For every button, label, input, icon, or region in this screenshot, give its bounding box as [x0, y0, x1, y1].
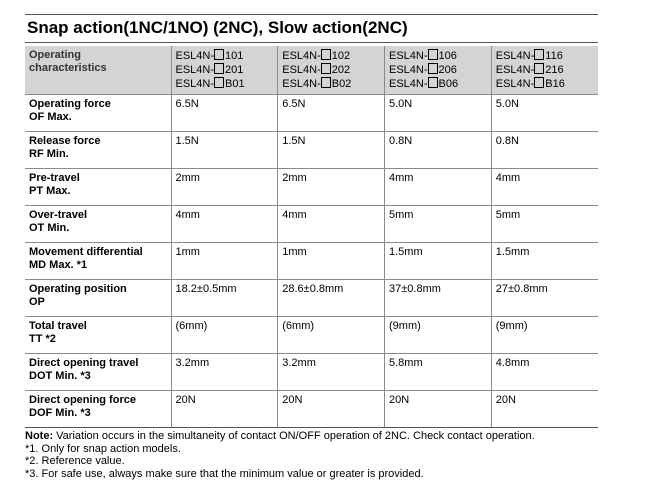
note-line	[25, 430, 598, 443]
section-title: Snap action(1NC/1NO) (2NC), Slow action(2NC)	[25, 14, 598, 43]
table-cell: 20N	[491, 391, 598, 428]
placeholder-box-icon	[214, 49, 224, 60]
table-row	[25, 95, 598, 132]
model-prefix: ESL4N-	[495, 50, 535, 62]
footnotes	[25, 430, 598, 480]
table-cell: (6mm)	[278, 317, 385, 354]
table-cell: 1.5mm	[385, 243, 492, 280]
placeholder-box-icon	[428, 49, 438, 60]
table-cell: 6.5N	[171, 95, 278, 132]
model-suffix: B02	[331, 78, 352, 90]
table-cell: 3.2mm	[278, 354, 385, 391]
model-prefix: ESL4N-	[282, 78, 321, 90]
table-cell: (9mm)	[491, 317, 598, 354]
table-cell: 2mm	[171, 169, 278, 206]
model-suffix: B16	[545, 78, 565, 90]
model-prefix: ESL4N-	[495, 78, 535, 90]
table-cell: 20N	[171, 391, 278, 428]
placeholder-box-icon	[534, 63, 544, 74]
table-cell: (6mm)	[171, 317, 278, 354]
row-label: Operating force OF Max.	[25, 95, 171, 132]
note-text: Variation occurs in the simultaneity of contact ON/OFF operation of 2NC. Check contact operation.	[53, 430, 535, 442]
model-header-cell	[278, 46, 385, 95]
model-suffix: 206	[438, 64, 457, 76]
model-prefix: ESL4N-	[175, 50, 215, 62]
model-prefix: ESL4N-	[282, 50, 321, 62]
model-prefix: ESL4N-	[389, 50, 428, 62]
model-header-cell	[171, 46, 278, 95]
placeholder-box-icon	[214, 63, 224, 74]
table-row	[25, 243, 598, 280]
header-label-line: characteristics	[29, 62, 107, 74]
table-cell: 4mm	[171, 206, 278, 243]
row-label: Direct opening force DOF Min. *3	[25, 391, 171, 428]
row-label: Total travel TT *2	[25, 317, 171, 354]
placeholder-box-icon	[321, 63, 331, 74]
footnote-2: *2. Reference value.	[25, 455, 125, 467]
model-header-cell	[491, 46, 598, 95]
row-label: Operating position OP	[25, 280, 171, 317]
table-row	[25, 280, 598, 317]
table-cell: 5mm	[385, 206, 492, 243]
table-cell: 6.5N	[278, 95, 385, 132]
placeholder-box-icon	[214, 77, 224, 88]
table-cell: 0.8N	[385, 132, 492, 169]
model-suffix: B06	[438, 78, 459, 90]
placeholder-box-icon	[428, 77, 438, 88]
placeholder-box-icon	[321, 49, 331, 60]
table-cell: 4.8mm	[491, 354, 598, 391]
model-prefix: ESL4N-	[389, 64, 428, 76]
spec-section	[25, 14, 598, 480]
model-prefix: ESL4N-	[175, 64, 215, 76]
model-suffix: 102	[331, 50, 351, 62]
footnote-3: *3. For safe use, always make sure that the minimum value or greater is provided.	[25, 467, 424, 480]
table-header-row	[25, 46, 598, 95]
table-row	[25, 317, 598, 354]
model-suffix: 201	[225, 64, 244, 76]
placeholder-box-icon	[534, 77, 544, 88]
model-suffix: 216	[545, 64, 564, 76]
table-row	[25, 354, 598, 391]
table-row	[25, 169, 598, 206]
note-label: Note:	[25, 430, 54, 442]
table-cell: 1mm	[171, 243, 278, 280]
row-label: Over-travel OT Min.	[25, 206, 171, 243]
placeholder-box-icon	[428, 63, 438, 74]
table-cell: 1.5mm	[491, 243, 598, 280]
table-cell: (9mm)	[385, 317, 492, 354]
table-cell: 5mm	[491, 206, 598, 243]
table-cell: 1.5N	[278, 132, 385, 169]
model-suffix: B01	[225, 78, 245, 90]
row-label: Movement differential MD Max. *1	[25, 243, 171, 280]
table-cell: 5.8mm	[385, 354, 492, 391]
model-suffix: 101	[225, 50, 244, 62]
table-cell: 0.8N	[491, 132, 598, 169]
table-cell: 1mm	[278, 243, 385, 280]
model-prefix: ESL4N-	[175, 78, 215, 90]
table-row	[25, 206, 598, 243]
row-label: Pre-travel PT Max.	[25, 169, 171, 206]
model-header-cell	[385, 46, 492, 95]
placeholder-box-icon	[321, 77, 331, 88]
header-label-cell	[25, 46, 171, 95]
table-row	[25, 391, 598, 428]
table-cell: 5.0N	[385, 95, 492, 132]
placeholder-box-icon	[534, 49, 544, 60]
table-cell: 4mm	[278, 206, 385, 243]
footnote-1: *1. Only for snap action models.	[25, 442, 181, 455]
table-cell: 4mm	[491, 169, 598, 206]
row-label: Release force RF Min.	[25, 132, 171, 169]
characteristics-table	[25, 46, 598, 428]
table-cell: 20N	[385, 391, 492, 428]
header-label-line: Operating	[29, 49, 81, 61]
model-suffix: 202	[331, 64, 351, 76]
model-prefix: ESL4N-	[495, 64, 535, 76]
table-cell: 28.6±0.8mm	[278, 280, 385, 317]
table-cell: 27±0.8mm	[491, 280, 598, 317]
table-cell: 3.2mm	[171, 354, 278, 391]
table-cell: 20N	[278, 391, 385, 428]
row-label: Direct opening travel DOT Min. *3	[25, 354, 171, 391]
table-cell: 2mm	[278, 169, 385, 206]
table-cell: 4mm	[385, 169, 492, 206]
table-cell: 37±0.8mm	[385, 280, 492, 317]
model-prefix: ESL4N-	[282, 64, 321, 76]
model-prefix: ESL4N-	[389, 78, 428, 90]
model-suffix: 106	[438, 50, 457, 62]
model-suffix: 116	[545, 50, 563, 62]
table-cell: 1.5N	[171, 132, 278, 169]
table-cell: 5.0N	[491, 95, 598, 132]
table-cell: 18.2±0.5mm	[171, 280, 278, 317]
table-row	[25, 132, 598, 169]
